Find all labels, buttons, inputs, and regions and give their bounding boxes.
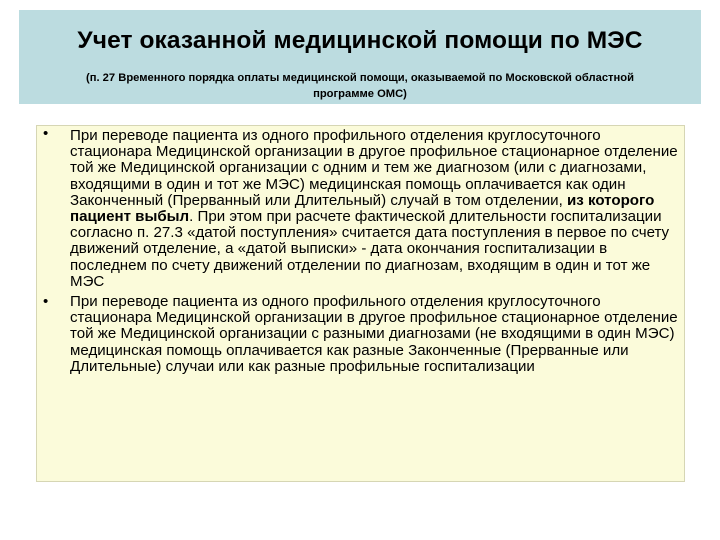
bullet-item-2: [37, 294, 684, 375]
bullet-text-1-bold: из которого пациент выбыл: [70, 191, 655, 226]
bullet-text-1-after: . При этом при расчете фактической длительности госпитализации согласно п. 27.3 «датой поступления» считается дата поступления в первое по счету движений отделение, а «датой выписки» - дата окончания госпитализации в последнем по счету движений отделении по диагнозам, входящим в один и тот же МЭС: [70, 208, 670, 290]
bullet-dot-icon: •: [43, 125, 49, 142]
content-box: [36, 125, 685, 482]
title-banner: [19, 10, 701, 104]
bullet-text-1-before: При переводе пациента из одного профильного отделения круглосуточного стационара Медицинской организации в другое профильное стационарное отделение той же Медицинской организации с одним и тем же диагнозом (или с диагнозами, входящими в один и тот же МЭС) медицинская помощь оплачивается как один Законченный (Прерванный или Длительный) случай в том отделении,: [70, 127, 678, 209]
bullet-dot-icon: •: [43, 293, 49, 311]
slide-subtitle: (п. 27 Временного порядка оплаты медицинской помощи, оказываемой по Московской областной программе ОМС): [85, 72, 634, 100]
bullet-text-2: При переводе пациента из одного профильного отделения круглосуточного стационара Медицинской организации в другое профильное стационарное отделение той же Медицинской организации с разными диагнозами (не входящими в один МЭС) медицинская помощь оплачивается как разные Законченные (Прерванные или Длительные) случаи или как разные профильные госпитализации: [70, 293, 678, 375]
bullet-item-1: [37, 126, 684, 290]
slide-title: Учет оказанной медицинской помощи по МЭС: [77, 27, 643, 54]
bullet-list: [37, 126, 684, 375]
